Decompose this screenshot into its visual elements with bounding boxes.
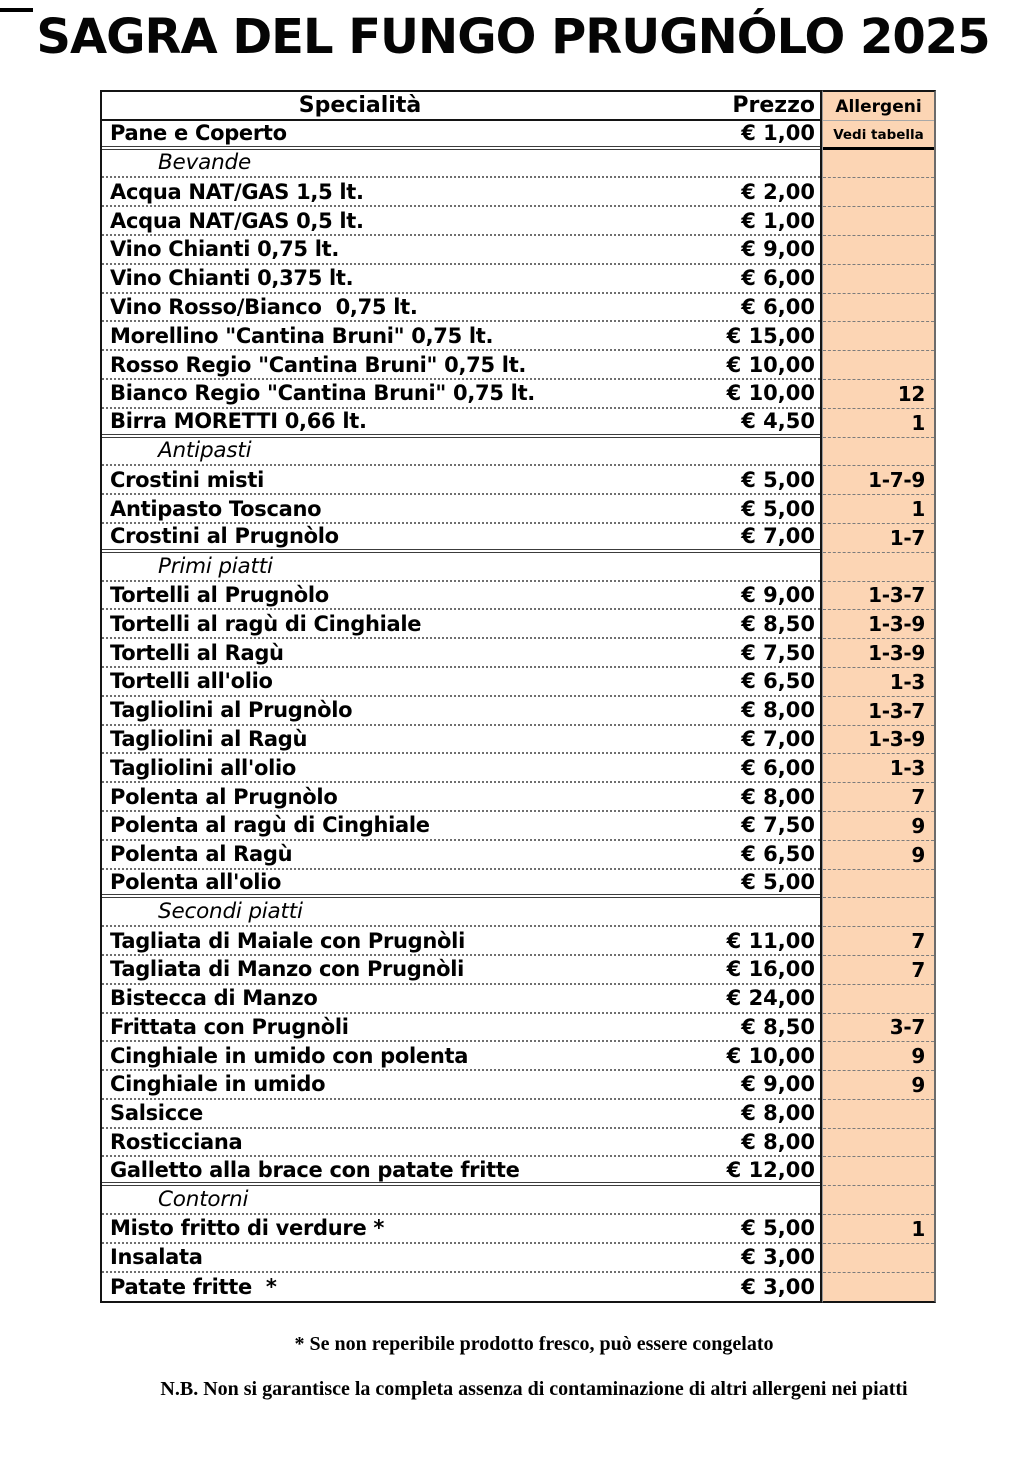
item-label: Birra MORETTI 0,66 lt. [110,409,367,434]
item-label: Crostini misti [110,467,265,492]
item-price: € 8,00 [741,698,815,723]
menu-item-row [102,610,820,639]
item-label: Pane e Coperto [110,121,287,146]
menu-item-row [102,927,820,956]
item-allergens [823,351,934,380]
menu-item-row [102,870,820,899]
menu-item-row [102,380,820,409]
item-label: Tortelli all'olio [110,669,273,694]
item-allergens: 1 [823,495,934,524]
item-allergens: 1-3-9 [823,610,934,639]
menu-item-row [102,812,820,841]
item-price: € 3,00 [741,1245,815,1270]
item-allergens [823,1100,934,1129]
item-allergens [823,1157,934,1186]
menu-item-row [102,783,820,812]
menu-item-row [102,524,820,553]
menu-item-row [102,726,820,755]
menu-item-row [102,178,820,207]
item-allergens [823,870,934,899]
item-price: € 10,00 [726,352,815,377]
item-allergens [823,322,934,351]
item-price: € 7,00 [741,726,815,751]
menu-table [100,90,936,1303]
item-label: Crostini al Prugnòlo [110,524,339,549]
item-label: Tortelli al Prugnòlo [110,582,329,607]
item-allergens [823,236,934,265]
section-header-row [102,553,820,582]
item-allergens [823,294,934,323]
section-title: Primi piatti [158,553,273,579]
item-label: Frittata con Prugnòli [110,1014,349,1039]
item-label: Tagliolini al Ragù [110,726,308,751]
item-price: € 16,00 [726,957,815,982]
menu-item-row [102,1273,820,1302]
menu-item-row [102,1215,820,1244]
item-label: Tagliata di Maiale con Prugnòli [110,928,465,953]
item-price: € 10,00 [726,1043,815,1068]
item-allergens [823,265,934,294]
item-allergens: 3-7 [823,1014,934,1043]
menu-item-row [102,207,820,236]
menu-item-row [102,236,820,265]
section-header-row [102,898,820,927]
menu-item-row [102,639,820,668]
section-title: Antipasti [158,438,252,464]
menu-item-row [102,466,820,495]
item-label: Galletto alla brace con patate fritte [110,1157,520,1182]
item-allergens: 1 [823,1215,934,1244]
item-price: € 2,00 [741,179,815,204]
item-allergens [823,553,934,582]
frozen-product-note: * Se non reperibile prodotto fresco, può essere congelato [294,1333,774,1356]
item-label: Polenta al ragù di Cinghiale [110,813,430,838]
item-label: Misto fritto di verdure * [110,1216,385,1241]
item-allergens: 1 [823,409,934,438]
item-price: € 7,00 [741,524,815,549]
item-price: € 3,00 [741,1275,815,1300]
column-header-prezzo: Prezzo [732,92,815,118]
item-label: Patate fritte * [110,1275,277,1300]
item-price: € 8,00 [741,1101,815,1126]
menu-item-row [102,322,820,351]
item-label: Insalata [110,1245,203,1270]
item-price: € 8,50 [741,1014,815,1039]
item-allergens: 1-3 [823,668,934,697]
menu-item-row [102,294,820,323]
item-price: € 7,50 [741,640,815,665]
menu-item-row [102,697,820,726]
menu-item-row [102,1014,820,1043]
item-allergens: 1-3-9 [823,726,934,755]
item-price: € 9,00 [741,237,815,262]
item-allergens: 7 [823,927,934,956]
menu-item-row [102,841,820,870]
item-label: Tagliata di Manzo con Prugnòli [110,957,465,982]
item-label: Acqua NAT/GAS 1,5 lt. [110,179,364,204]
item-label: Cinghiale in umido con polenta [110,1043,469,1068]
item-allergens: 1-3-7 [823,582,934,611]
menu-item-row [102,1157,820,1186]
section-title: Contorni [158,1187,249,1213]
item-price: € 8,50 [741,611,815,636]
item-allergens [823,438,934,467]
menu-item-row [102,265,820,294]
item-label: Tortelli al Ragù [110,640,284,665]
column-header-allergeni [823,92,934,150]
item-label: Antipasto Toscano [110,496,322,521]
item-label: Polenta all'olio [110,869,282,894]
footnotes [0,1333,1026,1401]
item-price: € 1,00 [741,121,815,146]
menu-item-row [102,409,820,438]
item-price: € 8,00 [741,1130,815,1155]
item-allergens [823,178,934,207]
item-label: Rosticciana [110,1130,243,1155]
item-allergens: 1-7-9 [823,466,934,495]
menu-item-row [102,985,820,1014]
item-price: € 6,50 [741,842,815,867]
menu-item-row [102,956,820,985]
allergeni-header-label: Allergeni [823,92,934,121]
item-label: Salsicce [110,1101,203,1126]
item-price: € 8,00 [741,784,815,809]
item-label: Tortelli al ragù di Cinghiale [110,611,422,636]
item-allergens [823,1273,934,1302]
item-allergens: 1-7 [823,524,934,553]
menu-item-row [102,1244,820,1273]
item-allergens [823,985,934,1014]
item-allergens [823,207,934,236]
item-price: € 7,50 [741,813,815,838]
item-label: Morellino "Cantina Bruni" 0,75 lt. [110,323,494,348]
item-allergens [823,1244,934,1273]
item-price: € 24,00 [726,986,815,1011]
item-price: € 9,00 [741,1072,815,1097]
item-label: Polenta al Ragù [110,842,293,867]
menu-item-row [102,495,820,524]
item-label: Vino Chianti 0,75 lt. [110,237,340,262]
allergen-disclaimer-note: N.B. Non si garantisce la completa assenza di contaminazione di altri allergeni nei piatti [160,1378,908,1401]
item-allergens: 9 [823,841,934,870]
item-price: € 6,00 [741,266,815,291]
item-price: € 6,00 [741,755,815,780]
item-allergens: 12 [823,380,934,409]
scan-edge-artifact [0,8,33,12]
item-allergens: 7 [823,956,934,985]
section-title: Secondi piatti [158,899,303,925]
item-label: Tagliolini all'olio [110,755,297,780]
item-price: € 5,00 [741,1216,815,1241]
item-label: Bianco Regio "Cantina Bruni" 0,75 lt. [110,381,535,406]
item-price: € 1,00 [741,208,815,233]
menu-item-row [102,1071,820,1100]
item-allergens: 9 [823,812,934,841]
menu-item-row [102,1042,820,1071]
item-allergens [823,150,934,179]
menu-item-row [102,351,820,380]
item-price: € 10,00 [726,381,815,406]
item-price: € 15,00 [726,323,815,348]
item-allergens: 9 [823,1042,934,1071]
table-header-row [102,92,820,121]
item-label: Rosso Regio "Cantina Bruni" 0,75 lt. [110,352,527,377]
section-header-row [102,438,820,467]
allergen-column [822,90,936,1303]
item-label: Acqua NAT/GAS 0,5 lt. [110,208,364,233]
menu-item-row [102,1100,820,1129]
section-header-row [102,150,820,179]
item-allergens: 7 [823,783,934,812]
item-allergens: 1-3 [823,754,934,783]
menu-item-row [102,668,820,697]
allergeni-header-subtitle: Vedi tabella [833,126,924,143]
item-price: € 5,00 [741,496,815,521]
item-label: Cinghiale in umido [110,1072,326,1097]
item-allergens: 9 [823,1071,934,1100]
item-price: € 4,50 [741,409,815,434]
item-price: € 6,50 [741,669,815,694]
column-header-specialita: Specialità [298,92,422,118]
item-price: € 11,00 [726,928,815,953]
menu-item-row [102,1129,820,1158]
menu-item-row [102,121,820,150]
section-title: Bevande [158,150,251,176]
section-header-row [102,1186,820,1215]
item-label: Tagliolini al Prugnòlo [110,698,353,723]
item-price: € 12,00 [726,1157,815,1182]
item-label: Vino Chianti 0,375 lt. [110,266,354,291]
item-allergens [823,898,934,927]
item-allergens: 1-3-7 [823,697,934,726]
item-allergens [823,1129,934,1158]
menu-main-column [100,90,822,1303]
item-allergens: 1-3-9 [823,639,934,668]
item-price: € 6,00 [741,294,815,319]
item-allergens [823,1186,934,1215]
page-title: SAGRA DEL FUNGO PRUGNÓLO 2025 [36,9,990,65]
item-price: € 9,00 [741,582,815,607]
item-label: Vino Rosso/Bianco 0,75 lt. [110,294,418,319]
item-label: Bistecca di Manzo [110,986,318,1011]
menu-item-row [102,754,820,783]
item-price: € 5,00 [741,467,815,492]
item-label: Polenta al Prugnòlo [110,784,338,809]
item-price: € 5,00 [741,869,815,894]
menu-item-row [102,582,820,611]
